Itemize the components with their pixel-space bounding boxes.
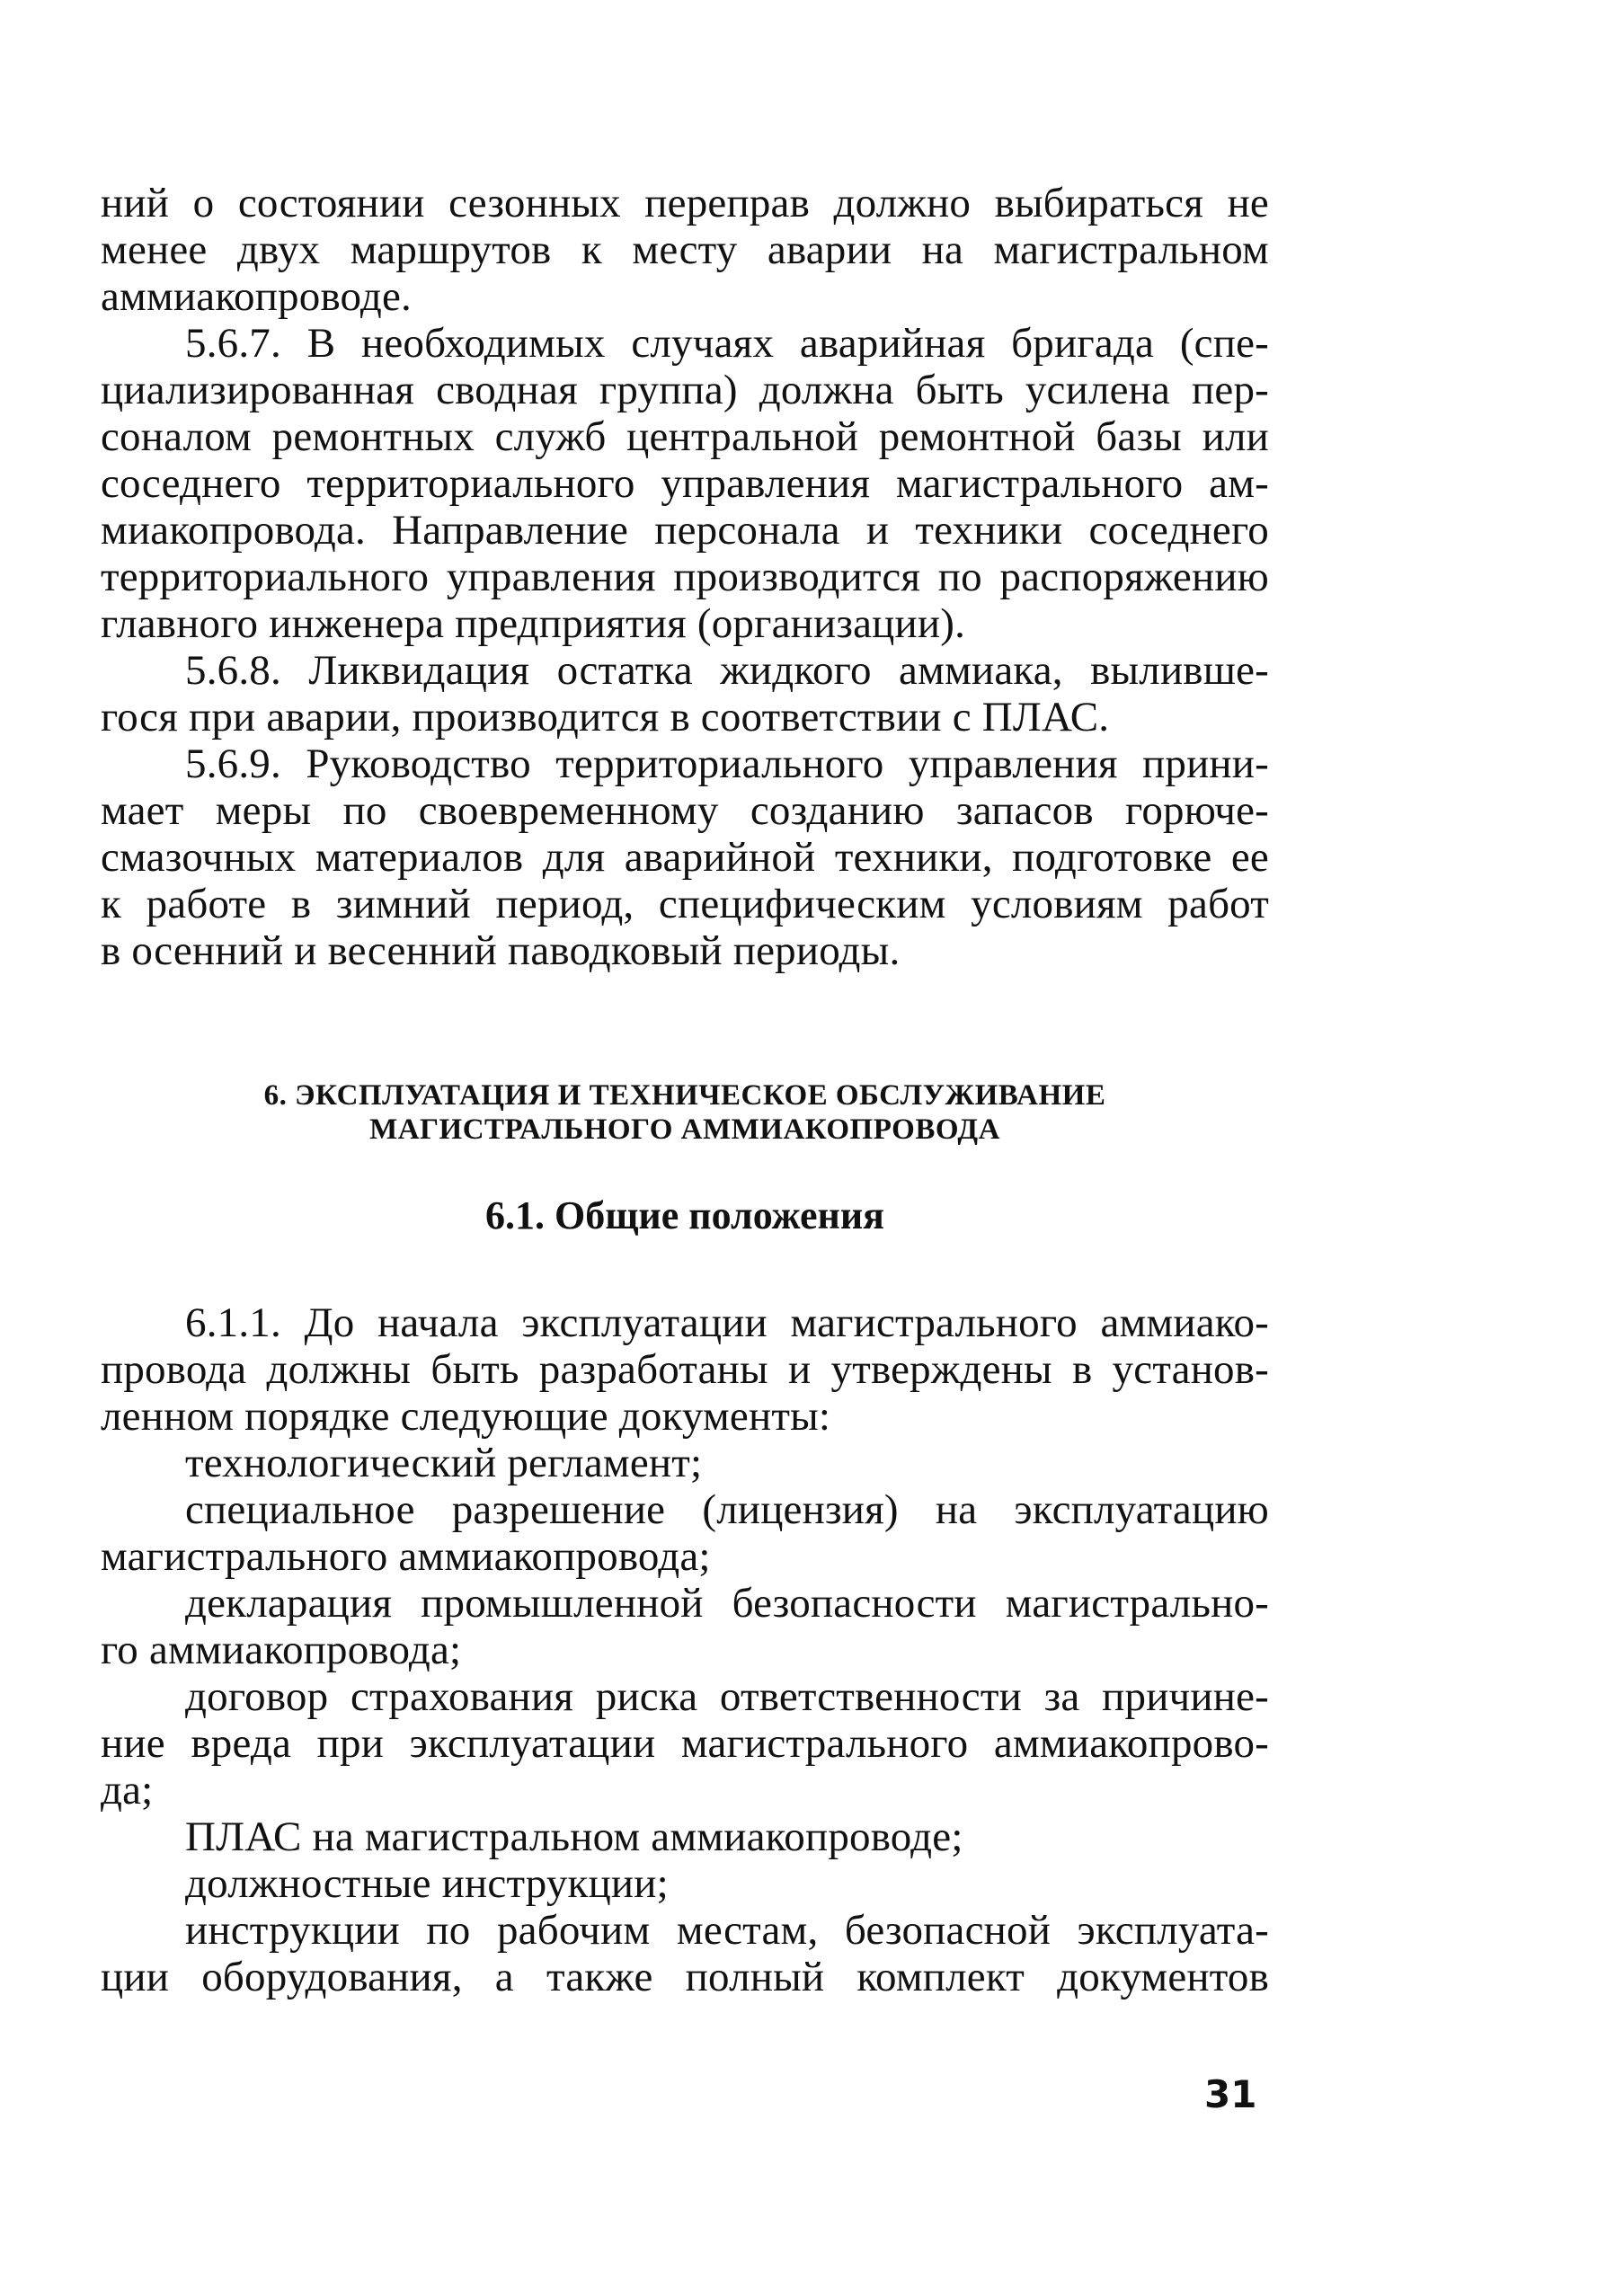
list-item	[101, 1860, 1269, 1907]
text-line: территориального управления производится по распоряжению	[101, 554, 1269, 600]
text-line: специальное разрешение (лицензия) на эксплуатацию	[185, 1486, 1269, 1533]
text-line: миакопровода. Направление персонала и техники соседнего	[101, 507, 1269, 554]
section-body	[101, 1299, 1269, 2000]
text-line: ний о состоянии сезонных переправ должно выбираться не	[101, 180, 1269, 226]
text-line: к работе в зимний период, специфическим условиям работ	[101, 881, 1269, 927]
text-line: ции оборудования, а также полный комплект документов	[101, 1954, 1269, 2000]
text-line: провода должны быть разработаны и утверждены в установ-	[101, 1346, 1269, 1393]
text-line: смазочных материалов для аварийной техники, подготовке ее	[101, 834, 1269, 881]
text-line: ние вреда при эксплуатации магистрального аммиакопрово-	[101, 1720, 1269, 1767]
paragraph-continuation	[101, 180, 1269, 320]
paragraph-5-6-8	[101, 647, 1269, 740]
text-line: магистрального аммиакопровода;	[101, 1533, 711, 1580]
page-number: 31	[1204, 2072, 1257, 2116]
text-line: ПЛАС на магистральном аммиакопроводе;	[185, 1813, 963, 1860]
text-line: мает меры по своевременному созданию запасов горюче-	[101, 787, 1269, 834]
chapter-heading-line: 6. ЭКСПЛУАТАЦИЯ И ТЕХНИЧЕСКОЕ ОБСЛУЖИВАНИЕ	[263, 1079, 1106, 1112]
text-line: соседнего территориального управления магистрального ам-	[101, 460, 1269, 507]
text-line: го аммиакопровода;	[101, 1627, 462, 1673]
chapter-heading	[101, 1078, 1269, 1147]
text-line: должностные инструкции;	[185, 1860, 669, 1907]
text-line: декларация промышленной безопасности магистрально-	[185, 1580, 1269, 1627]
paragraph-6-1-1	[101, 1299, 1269, 1440]
text-line: гося при аварии, производится в соответствии с ПЛАС.	[101, 694, 1110, 740]
list-item	[101, 1580, 1269, 1673]
chapter-heading-line: МАГИСТРАЛЬНОГО АММИАКОПРОВОДА	[369, 1113, 1000, 1146]
list-item	[101, 1486, 1269, 1580]
paragraph-5-6-9	[101, 740, 1269, 974]
text-line: менее двух маршрутов к месту аварии на магистральном	[101, 226, 1269, 273]
text-line: главного инженера предприятия (организации).	[101, 600, 966, 647]
text-line: 5.6.9. Руководство территориального управления прини-	[185, 740, 1269, 787]
text-line: аммиакопроводе.	[101, 273, 412, 320]
list-item	[101, 1907, 1269, 2000]
text-line: 6.1.1. До начала эксплуатации магистрального аммиако-	[185, 1299, 1269, 1346]
text-line: инструкции по рабочим местам, безопасной эксплуата-	[185, 1907, 1269, 1954]
list-item	[101, 1440, 1269, 1486]
document-page	[101, 180, 1269, 2000]
text-line: 5.6.8. Ликвидация остатка жидкого аммиака, вылившe-	[185, 647, 1269, 694]
paragraph-5-6-7	[101, 320, 1269, 647]
text-line: соналом ремонтных служб центральной ремонтной базы или	[101, 413, 1269, 460]
list-item	[101, 1673, 1269, 1813]
text-line: технологический регламент;	[185, 1440, 703, 1486]
section-heading: 6.1. Общие положения	[485, 1193, 884, 1237]
text-line: ленном порядке следующие документы:	[101, 1393, 831, 1440]
text-line: договор страхования риска ответственности за причине-	[185, 1673, 1269, 1720]
text-line: циализированная сводная группа) должна быть усилена пер-	[101, 367, 1269, 413]
text-line: в осенний и весенний паводковый периоды.	[101, 927, 901, 974]
text-line: 5.6.7. В необходимых случаях аварийная бригада (спе-	[185, 320, 1269, 367]
list-item	[101, 1813, 1269, 1860]
text-line: да;	[101, 1767, 154, 1813]
